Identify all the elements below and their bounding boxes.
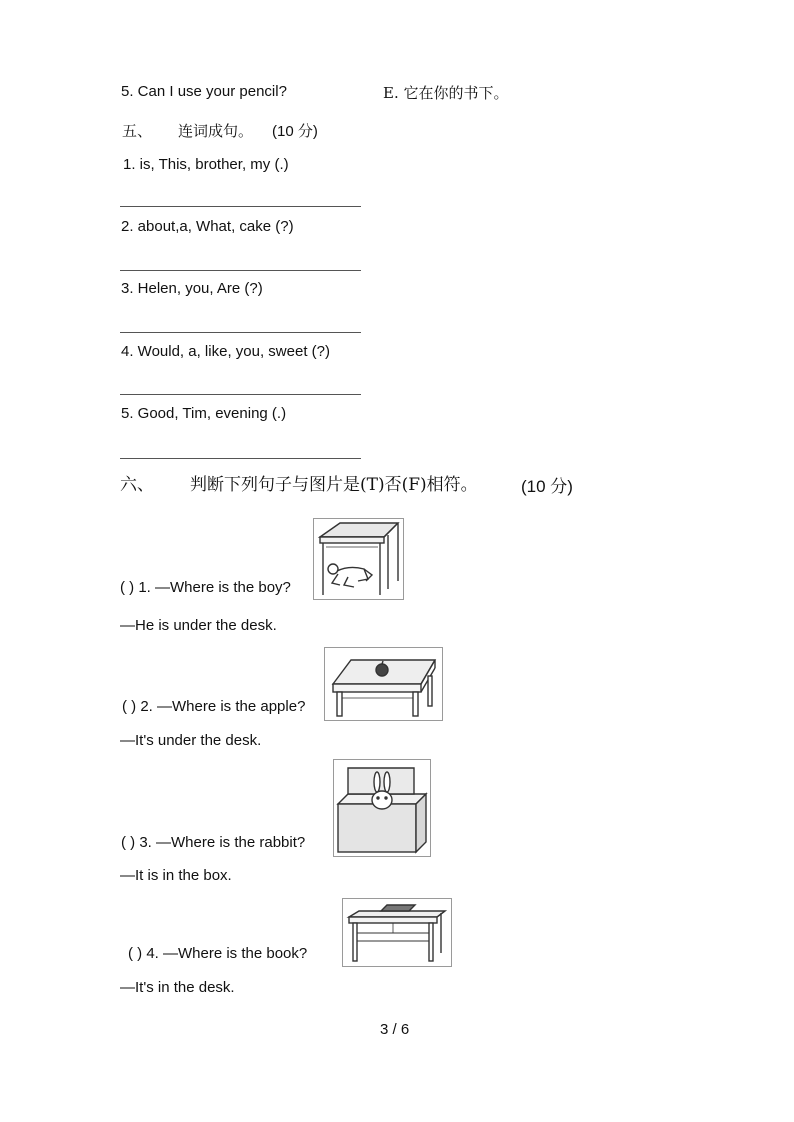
- page-number: 3 / 6: [380, 1021, 410, 1038]
- question-3-text: ( ) 3. —Where is the rabbit?: [121, 834, 306, 851]
- question-5-text: 5. Can I use your pencil?: [121, 83, 287, 100]
- answer-line-4: [120, 394, 361, 395]
- option-e-text: E. 它在你的书下。: [383, 84, 509, 102]
- sentence-item-5: 5. Good, Tim, evening (.): [121, 405, 287, 422]
- answer-2-text: —It's under the desk.: [120, 732, 262, 749]
- apple-on-desk-picture: [324, 647, 443, 721]
- rabbit-in-box-picture: [333, 759, 431, 857]
- sentence-item-2: 2. about,a, What, cake (?): [121, 218, 294, 235]
- section-6-title: 判断下列句子与图片是(T)否(F)相符。: [190, 475, 478, 495]
- sentence-item-3: 3. Helen, you, Are (?): [121, 280, 263, 297]
- answer-line-3: [120, 332, 361, 333]
- answer-3-text: —It is in the box.: [120, 867, 232, 884]
- question-1-text: ( ) 1. —Where is the boy?: [120, 579, 291, 596]
- section-6-points: (10 分): [521, 477, 573, 496]
- sentence-item-1: 1. is, This, brother, my (.): [123, 156, 289, 173]
- answer-line-5: [120, 458, 361, 459]
- section-6-number: 六、: [120, 475, 154, 495]
- answer-1-text: —He is under the desk.: [120, 617, 277, 634]
- question-4-text: ( ) 4. —Where is the book?: [128, 945, 308, 962]
- book-on-desk-picture: [342, 898, 452, 967]
- answer-line-2: [120, 270, 361, 271]
- section-5-title: 连词成句。: [178, 122, 254, 140]
- question-2-text: ( ) 2. —Where is the apple?: [122, 698, 306, 715]
- section-5-points: (10 分): [272, 123, 318, 140]
- answer-4-text: —It's in the desk.: [120, 979, 235, 996]
- sentence-item-4: 4. Would, a, like, you, sweet (?): [121, 343, 330, 360]
- section-5-number: 五、: [122, 122, 153, 140]
- answer-line-1: [120, 206, 361, 207]
- boy-under-desk-picture: [313, 518, 404, 600]
